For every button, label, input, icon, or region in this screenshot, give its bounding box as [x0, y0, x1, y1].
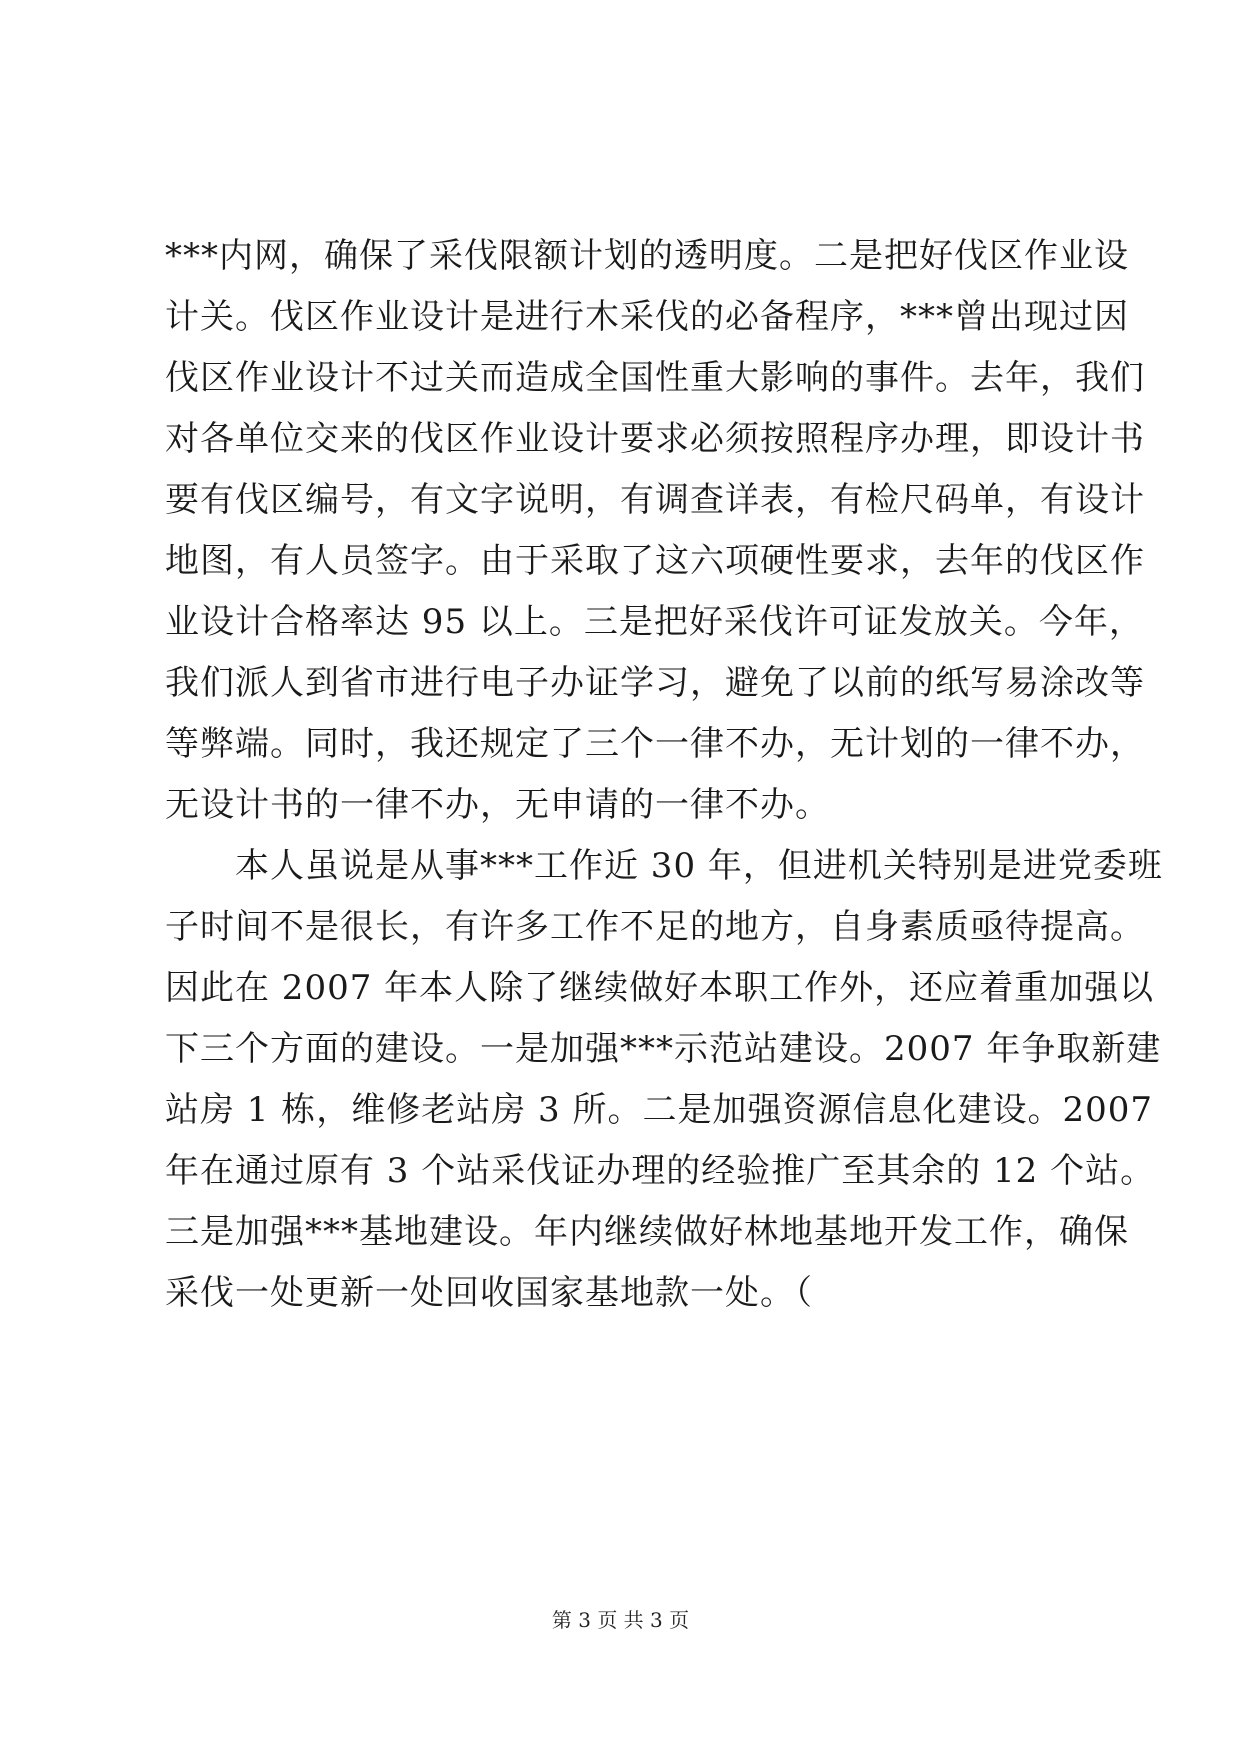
text-line: ***内网，确保了采伐限额计划的透明度。二是把好伐区作业设	[165, 236, 1129, 276]
text-line: 地图，有人员签字。由于采取了这六项硬性要求，去年的伐区作	[165, 541, 1145, 581]
text-line: 要有伐区编号，有文字说明，有调查详表，有检尺码单，有设计	[165, 480, 1145, 520]
text-line: 无设计书的一律不办，无申请的一律不办。	[165, 785, 830, 825]
text-line: 伐区作业设计不过关而造成全国性重大影响的事件。去年，我们	[165, 358, 1145, 398]
text-line: 采伐一处更新一处回收国家基地款一处。（	[165, 1273, 813, 1313]
text-line: 子时间不是很长，有许多工作不足的地方，自身素质亟待提高。	[165, 907, 1145, 947]
text-line: 本人虽说是从事***工作近 30 年，但进机关特别是进党委班	[165, 846, 1163, 886]
document-body	[165, 226, 1163, 1324]
text-line: 因此在 2007 年本人除了继续做好本职工作外，还应着重加强以	[165, 968, 1155, 1008]
text-line: 我们派人到省市进行电子办证学习，避免了以前的纸写易涂改等	[165, 663, 1145, 703]
text-line: 业设计合格率达 95 以上。三是把好采伐许可证发放关。今年，	[165, 602, 1144, 642]
text-line: 年在通过原有 3 个站采伐证办理的经验推广至其余的 12 个站。	[165, 1151, 1156, 1191]
page-number: 第 3 页 共 3 页	[551, 1608, 690, 1632]
text-line: 站房 1 栋，维修老站房 3 所。二是加强资源信息化建设。2007	[165, 1090, 1154, 1130]
text-line: 三是加强***基地建设。年内继续做好林地基地开发工作，确保	[165, 1212, 1129, 1252]
page-footer	[0, 1608, 1241, 1632]
text-line: 等弊端。同时，我还规定了三个一律不办，无计划的一律不办，	[165, 724, 1145, 764]
text-line: 下三个方面的建设。一是加强***示范站建设。2007 年争取新建	[165, 1029, 1162, 1069]
text-line: 对各单位交来的伐区作业设计要求必须按照程序办理，即设计书	[165, 419, 1145, 459]
text-line: 计关。伐区作业设计是进行木采伐的必备程序，***曾出现过因	[165, 297, 1129, 337]
